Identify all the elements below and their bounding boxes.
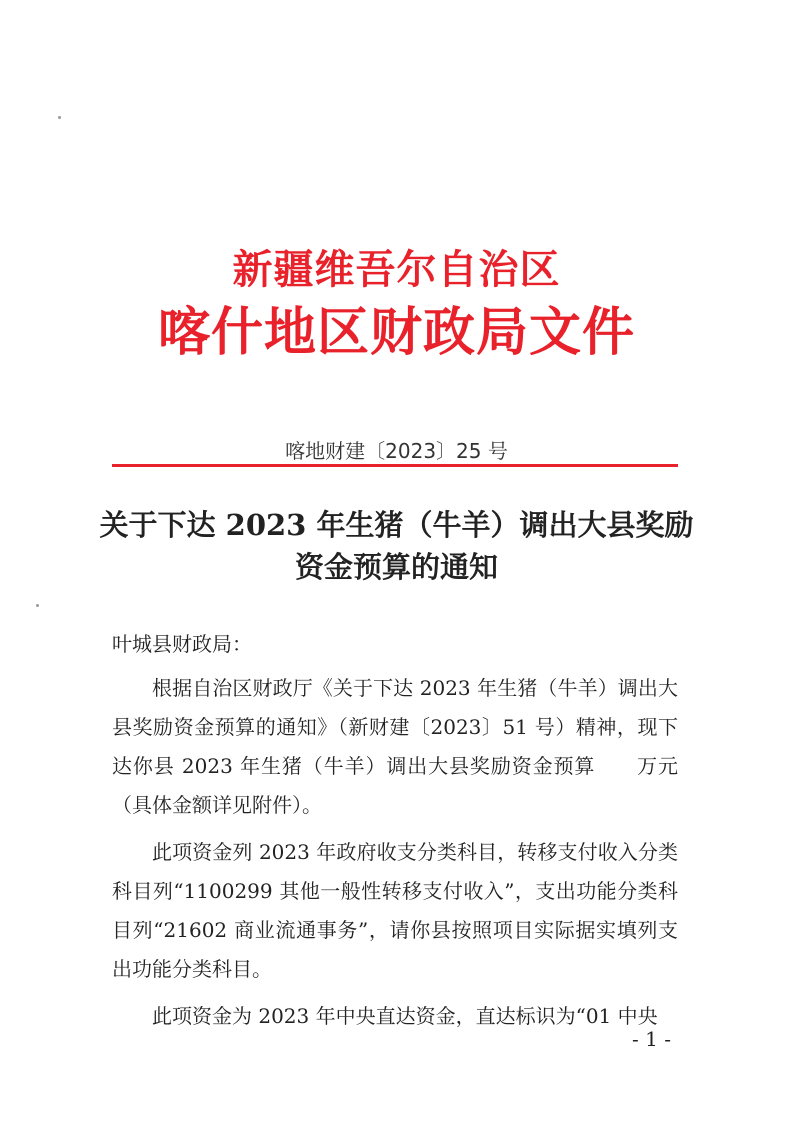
paragraph-2: 此项资金列 2023 年政府收支分类科目，转移支付收入分类科目列“1100299 其他一般性转移支付收入”，支出功能分类科目列“21602 商业流通事务”，请你县按照项目实际据实填列支出功能分类科目。 [112, 840, 678, 981]
scan-speck [58, 116, 61, 119]
document-number: 喀地财建〔2023〕25 号 [285, 439, 508, 463]
title-line-2: 资金预算的通知 [294, 550, 498, 584]
issuer-line-1: 新疆维吾尔自治区 [232, 246, 561, 293]
title-line-1: 关于下达 2023 年生猪（牛羊）调出大县奖励 [99, 508, 694, 542]
paragraph-1: 根据自治区财政厅《关于下达 2023 年生猪（牛羊）调出大县奖励资金预算的通知》（新财建〔2023〕51 号）精神，现下达你县 2023 年生猪（牛羊）调出大县奖励资金预算 万元（具体金额详见附件）。 [112, 676, 678, 817]
red-divider-line [112, 464, 678, 467]
addressee: 叶城县财政局： [112, 632, 252, 656]
issuer-line-2: 喀什地区财政局文件 [157, 302, 635, 363]
page-number: - 1 - [632, 1027, 671, 1051]
document-body [112, 625, 678, 1044]
document-title [90, 506, 703, 586]
paragraph-3: 此项资金为 2023 年中央直达资金，直达标识为“01 中央 [152, 1004, 658, 1028]
scan-speck [36, 604, 39, 607]
